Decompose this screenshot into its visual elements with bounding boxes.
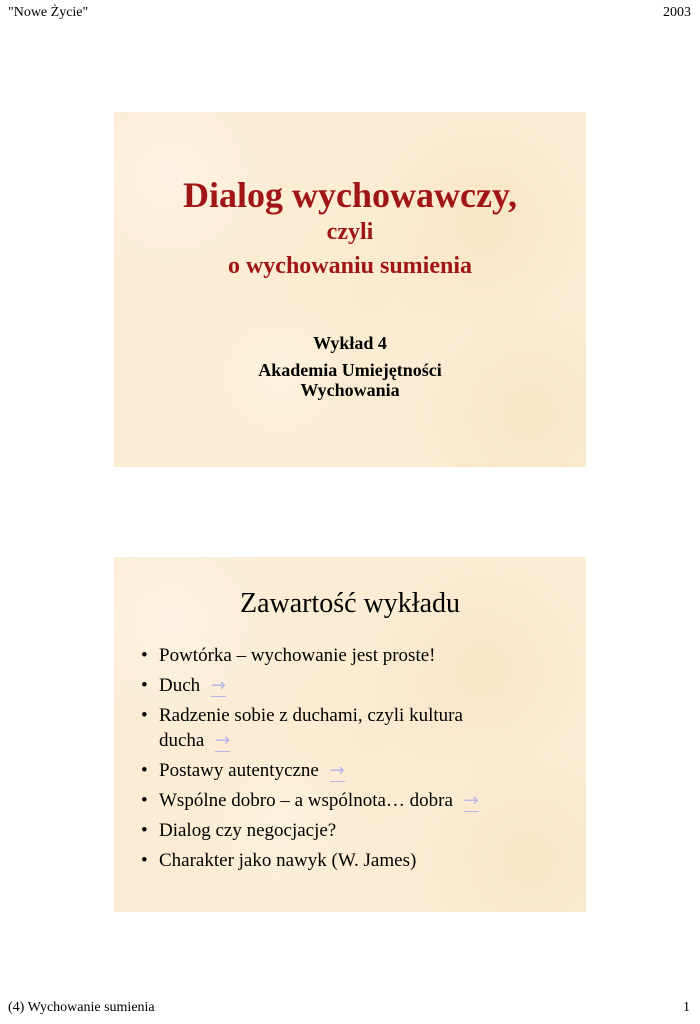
bullet-icon: • — [141, 850, 148, 871]
page-number: 1 — [683, 1000, 690, 1015]
list-item-text: Radzenie sobie z duchami, czyli kultura — [159, 705, 463, 726]
list-item — [141, 703, 571, 753]
bullet-icon: • — [141, 645, 148, 666]
slide-contents — [114, 557, 586, 912]
academy-name-line1: Akademia Umiejętności — [258, 360, 442, 380]
list-item-text: Postawy autentyczne — [159, 760, 319, 781]
bullet-icon: • — [141, 760, 148, 781]
list-item-text-continued: ducha — [159, 730, 205, 751]
academy-name-line2: Wychowania — [300, 380, 400, 400]
bullet-icon: • — [141, 820, 148, 841]
arrow-right-icon[interactable]: → — [215, 730, 231, 751]
arrow-right-icon[interactable]: → — [210, 675, 226, 696]
list-item-text: Duch — [159, 675, 201, 696]
list-item — [141, 643, 571, 668]
contents-heading: Zawartość wykładu — [239, 588, 461, 619]
list-item-text: Dialog czy negocjacje? — [159, 820, 337, 841]
slide-title — [114, 112, 586, 467]
slide-title-heading: Dialog wychowawczy, — [183, 175, 517, 215]
arrow-right-icon[interactable]: → — [329, 760, 345, 781]
list-item-text: Powtórka – wychowanie jest proste! — [159, 645, 436, 666]
contents-list — [141, 643, 571, 878]
list-item — [141, 818, 571, 843]
page-header-right: 2003 — [663, 5, 691, 20]
page-header-left: "Nowe Życie" — [8, 5, 89, 20]
slide-subtitle-line1: czyli — [326, 219, 374, 245]
bullet-icon: • — [141, 675, 148, 696]
list-item — [141, 848, 571, 873]
list-item — [141, 788, 571, 813]
list-item-text: Charakter jako nawyk (W. James) — [159, 850, 417, 871]
list-item — [141, 758, 571, 783]
page-footer-left: (4) Wychowanie sumienia — [8, 1000, 155, 1015]
list-item — [141, 673, 571, 698]
bullet-icon: • — [141, 705, 148, 726]
arrow-right-icon[interactable]: → — [463, 790, 479, 811]
bullet-icon: • — [141, 790, 148, 811]
slide-subtitle-line2: o wychowaniu sumienia — [227, 253, 473, 279]
list-item-text: Wspólne dobro – a wspólnota… dobra — [159, 790, 453, 811]
lecture-number: Wykład 4 — [313, 333, 387, 353]
